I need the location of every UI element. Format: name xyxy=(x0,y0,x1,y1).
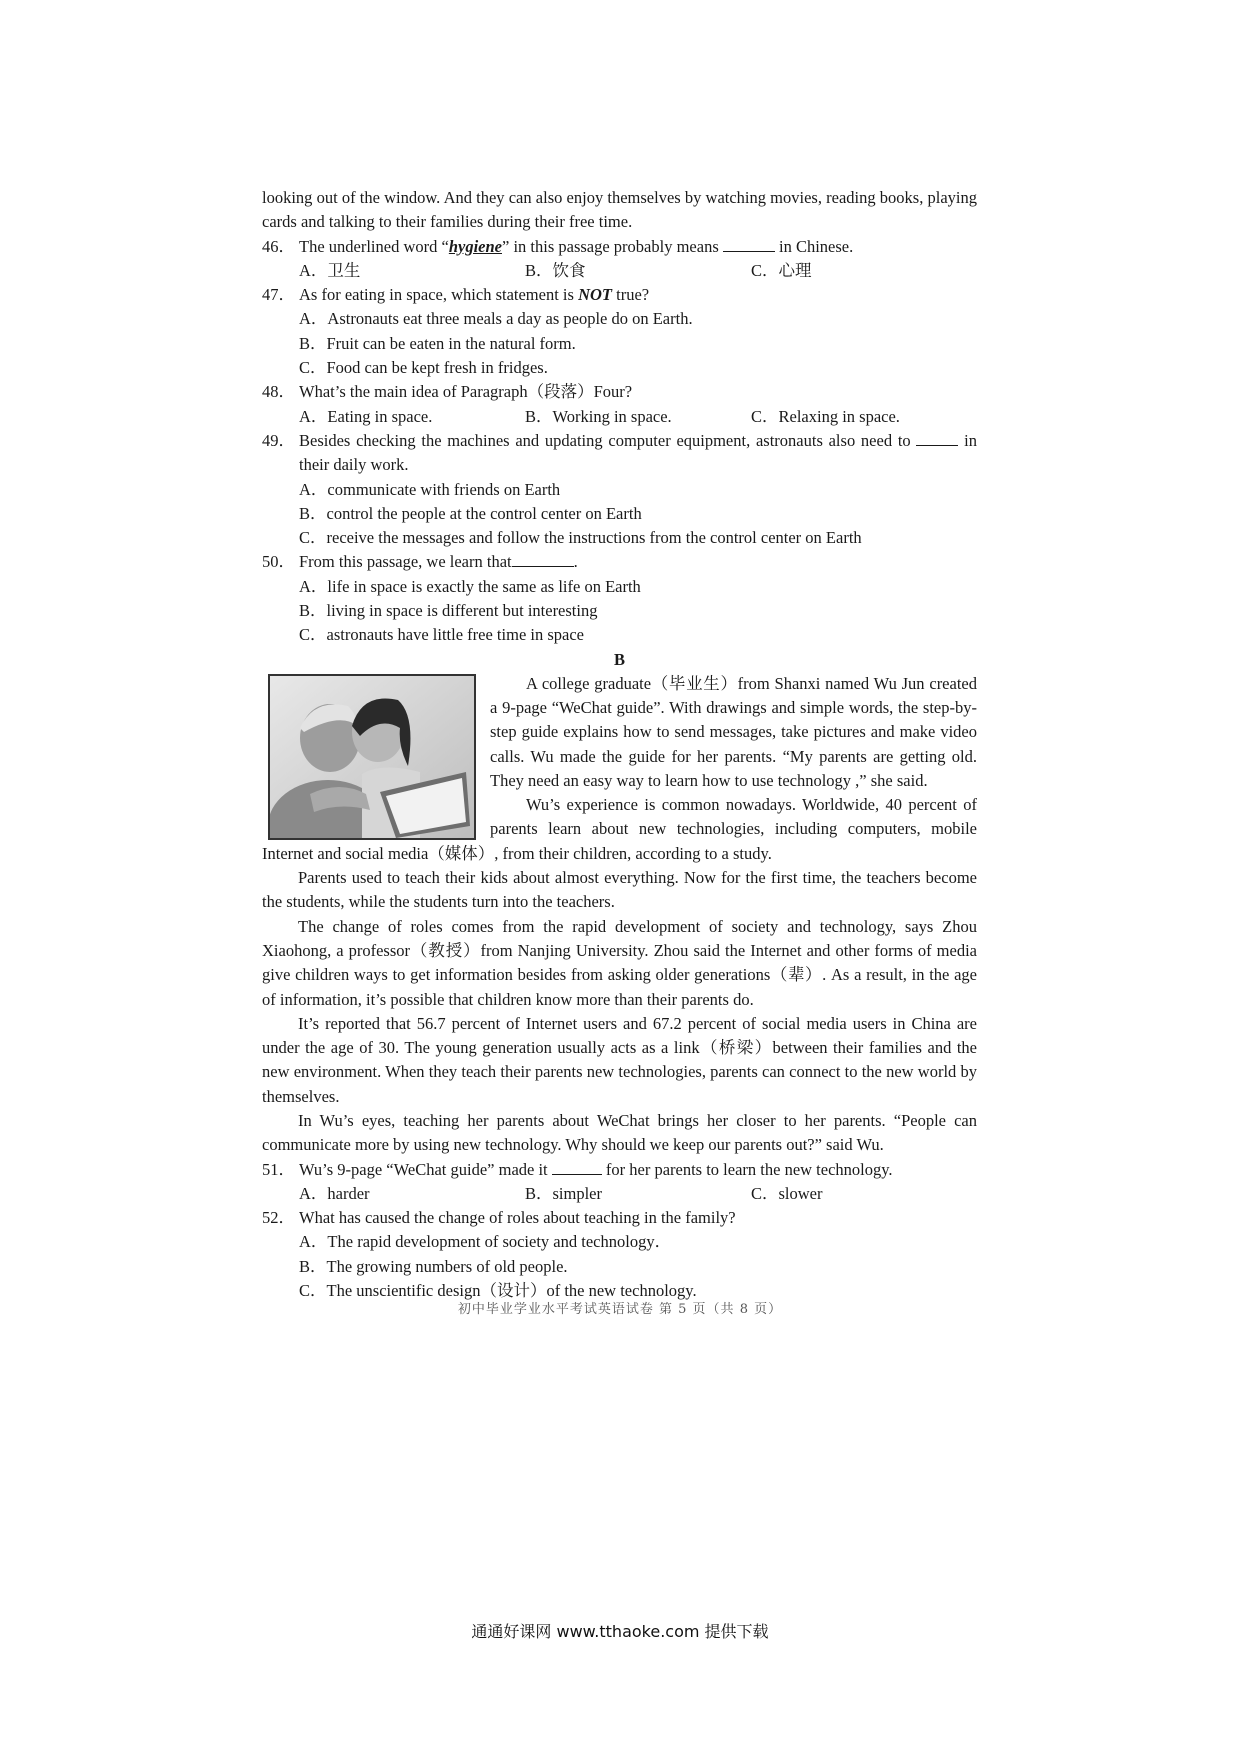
question-text: The underlined word “ xyxy=(299,236,449,256)
options-46 xyxy=(262,259,977,283)
question-number: 48． xyxy=(262,382,295,402)
passage-paragraph: In Wu’s eyes, teaching her parents about WeChat brings her closer to her parents. “People can communicate more by using new technology. Why should we keep our parents out?” said Wu. xyxy=(262,1110,977,1155)
passage-paragraph: It’s reported that 56.7 percent of Internet users and 67.2 percent of social media users in China are under the age of 30. The young generation usually acts as a link（桥梁）between their families and the new environment. When they teach their parents new technologies, parents can connect to the new world by themselves. xyxy=(262,1013,977,1106)
option-c: C．astronauts have little free time in space xyxy=(299,625,584,645)
passage-paragraph: The change of roles comes from the rapid development of society and technology, says Zhou Xiaohong, a professor（教授）from Nanjing University. Zhou said the Internet and other forms of media give children ways to get information besides from asking older generations（辈）. As a result, in the age of information, it’s possible that children know more than their parents do. xyxy=(262,916,977,1009)
question-number: 46． xyxy=(262,236,295,256)
option-b: B．The growing numbers of old people. xyxy=(299,1256,568,1276)
question-text: in their daily work. xyxy=(299,430,977,475)
option-c: C．receive the messages and follow the instructions from the control center on Earth xyxy=(299,528,862,548)
question-49 xyxy=(262,429,977,478)
option-a: A．Astronauts eat three meals a day as people do on Earth. xyxy=(299,309,693,329)
question-52 xyxy=(262,1206,977,1230)
question-text: As for eating in space, which statement is xyxy=(299,285,579,305)
question-number: 50． xyxy=(262,552,295,572)
section-heading: B xyxy=(613,649,625,669)
passage-paragraph: Parents used to teach their kids about almost everything. Now for the first time, the teachers become the students, while the students turn into the teachers. xyxy=(262,868,977,912)
option-b: B．饮食 xyxy=(525,260,586,280)
photo-father-daughter-laptop xyxy=(268,674,476,840)
watermark-footer: 通通好课网 www.tthaoke.com 提供下载 xyxy=(471,1622,769,1641)
question-text: in Chinese. xyxy=(774,236,854,256)
option-b: B．simpler xyxy=(525,1183,602,1203)
question-text: true? xyxy=(611,285,650,305)
answer-blank xyxy=(552,1159,602,1175)
question-number: 51． xyxy=(262,1159,295,1179)
answer-blank xyxy=(512,551,574,567)
option-c: C．Food can be kept fresh in fridges. xyxy=(299,358,548,378)
option-b: B．living in space is different but interesting xyxy=(299,601,598,621)
question-46 xyxy=(262,235,977,259)
question-text: for her parents to learn the new technology. xyxy=(601,1159,893,1179)
option-a: A．Eating in space. xyxy=(299,406,433,426)
question-48 xyxy=(262,380,977,404)
question-text: From this passage, we learn that xyxy=(299,552,512,572)
keyword-hygiene: hygiene xyxy=(448,236,502,256)
option-a: A．卫生 xyxy=(299,260,361,280)
question-47 xyxy=(262,283,977,307)
question-text: What’s the main idea of Paragraph（段落）Four? xyxy=(299,382,633,402)
option-c: C．Relaxing in space. xyxy=(751,406,900,426)
question-text: ” in this passage probably means xyxy=(502,236,723,256)
passage-paragraph: A college graduate（毕业生）from Shanxi named Wu Jun created a 9-page “WeChat guide”. With drawings and simple words, the step-by-step guide explains how to send messages, take pictures and make video calls. Wu made the guide for her parents. “My parents are getting old. They need an easy way to learn how to use technology ,” she said. xyxy=(490,673,977,790)
page-content xyxy=(262,186,977,1303)
question-number: 49． xyxy=(262,430,295,450)
option-c: C．slower xyxy=(751,1183,823,1203)
option-c: C．心理 xyxy=(751,260,812,280)
option-b: B．Working in space. xyxy=(525,406,672,426)
answer-blank xyxy=(723,236,775,252)
option-b: B．control the people at the control center on Earth xyxy=(299,503,642,523)
question-text: Wu’s 9-page “WeChat guide” made it xyxy=(299,1159,552,1179)
option-a: A．life in space is exactly the same as life on Earth xyxy=(299,576,641,596)
option-b: B．Fruit can be eaten in the natural form. xyxy=(299,333,576,353)
keyword-not: NOT xyxy=(578,285,612,305)
option-a: A．The rapid development of society and technology． xyxy=(299,1232,672,1252)
question-number: 47． xyxy=(262,285,295,305)
question-50 xyxy=(262,550,977,574)
question-text: What has caused the change of roles about teaching in the family? xyxy=(299,1208,736,1228)
question-51 xyxy=(262,1158,977,1182)
question-number: 52． xyxy=(262,1208,295,1228)
photo-illustration xyxy=(270,676,474,838)
options-48 xyxy=(262,405,977,429)
options-51 xyxy=(262,1182,977,1206)
page-footer: 初中毕业学业水平考试英语试卷 第 5 页（共 8 页） xyxy=(457,1302,783,1317)
option-a: A．harder xyxy=(299,1183,370,1203)
option-a: A．communicate with friends on Earth xyxy=(299,479,561,499)
option-c: C．The unscientific design（设计）of the new technology. xyxy=(299,1281,697,1301)
question-text: Besides checking the machines and updating computer equipment, astronauts also need to xyxy=(299,430,917,450)
question-text: . xyxy=(573,552,578,572)
passage-paragraph: Wu’s experience is common nowadays. Worldwide, 40 percent of parents learn about new technologies, including computers, mobile Internet and social media（媒体）, from their children, according to a study. xyxy=(262,795,977,863)
answer-blank xyxy=(916,430,958,446)
intro-paragraph: looking out of the window. And they can also enjoy themselves by watching movies, reading books, playing cards and talking to their families during their free time. xyxy=(262,188,977,232)
